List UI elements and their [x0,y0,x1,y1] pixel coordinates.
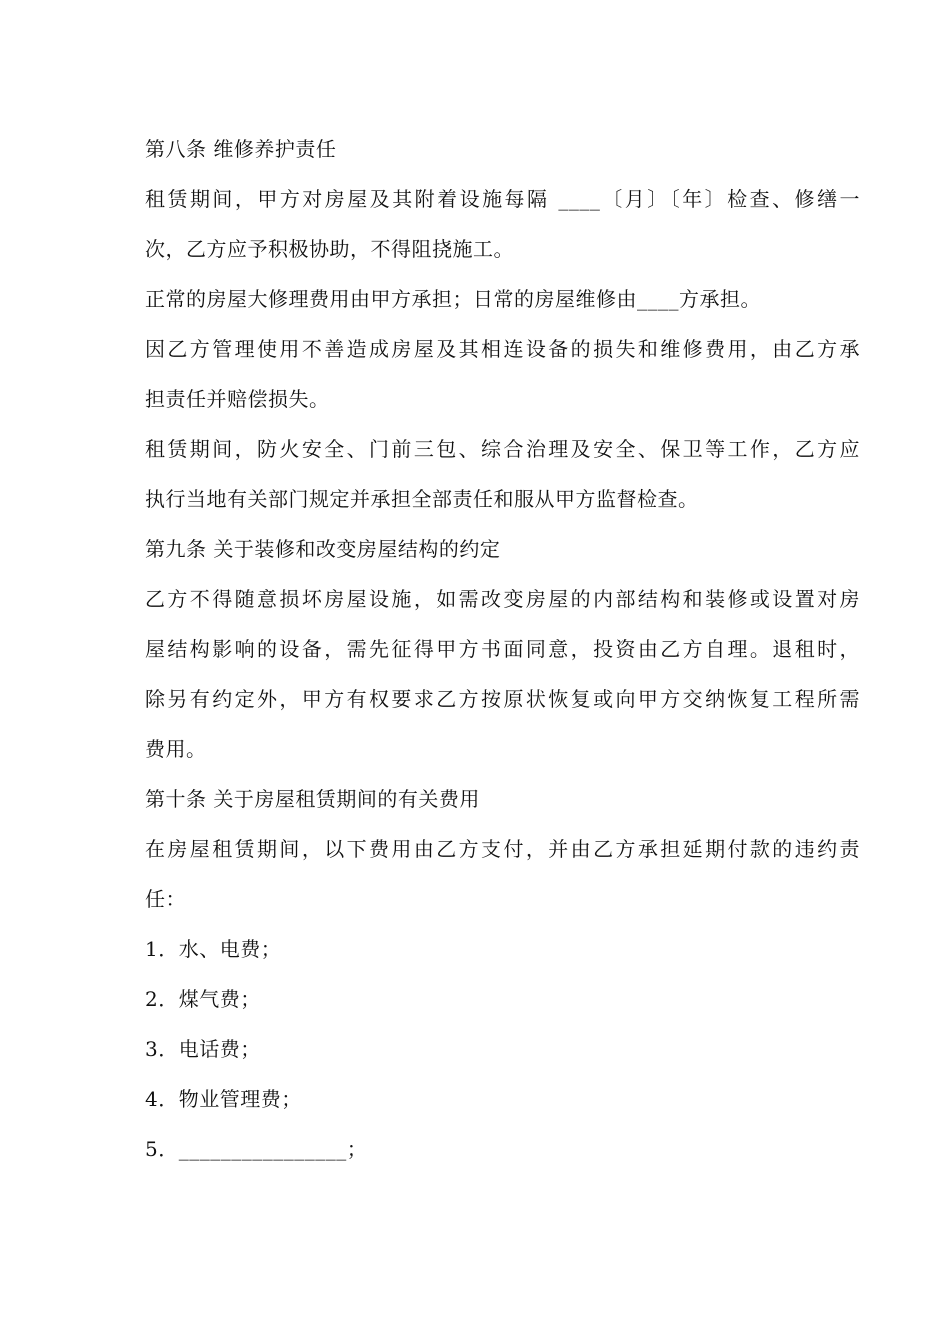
list-item: 4．物业管理费； [145,1087,302,1111]
paragraph-line: 正常的房屋大修理费用由甲方承担；日常的房屋维修由____方承担。 [145,287,761,311]
section-heading-9: 第九条 关于装修和改变房屋结构的约定 [145,537,501,561]
paragraph-line: 除另有约定外，甲方有权要求乙方按原状恢复或向甲方交纳恢复工程所需 [145,687,860,711]
section-heading-10: 第十条 关于房屋租赁期间的有关费用 [145,787,480,811]
paragraph-line: 费用。 [145,737,207,761]
paragraph-line: 任： [145,887,186,911]
paragraph-line: 执行当地有关部门规定并承担全部责任和服从甲方监督检查。 [145,487,699,511]
section-heading-8: 第八条 维修养护责任 [145,137,337,161]
list-item: 1．水、电费； [145,937,282,961]
paragraph-line: 乙方不得随意损坏房屋设施，如需改变房屋的内部结构和装修或设置对房 [145,587,860,611]
paragraph-line: 租赁期间，防火安全、门前三包、综合治理及安全、保卫等工作，乙方应 [145,437,860,461]
document-page [145,124,860,1174]
paragraph-line: 担责任并赔偿损失。 [145,387,330,411]
list-item: 5．________________； [145,1137,368,1161]
paragraph-line: 次，乙方应予积极协助，不得阻挠施工。 [145,237,514,261]
paragraph-line: 因乙方管理使用不善造成房屋及其相连设备的损失和维修费用，由乙方承 [145,337,860,361]
list-item: 3．电话费； [145,1037,261,1061]
paragraph-line: 租赁期间，甲方对房屋及其附着设施每隔 ____〔月〕〔年〕检查、修缮一 [145,187,860,211]
paragraph-line: 在房屋租赁期间，以下费用由乙方支付，并由乙方承担延期付款的违约责 [145,837,860,861]
list-item: 2．煤气费； [145,987,261,1011]
paragraph-line: 屋结构影响的设备，需先征得甲方书面同意，投资由乙方自理。退租时， [145,637,860,661]
